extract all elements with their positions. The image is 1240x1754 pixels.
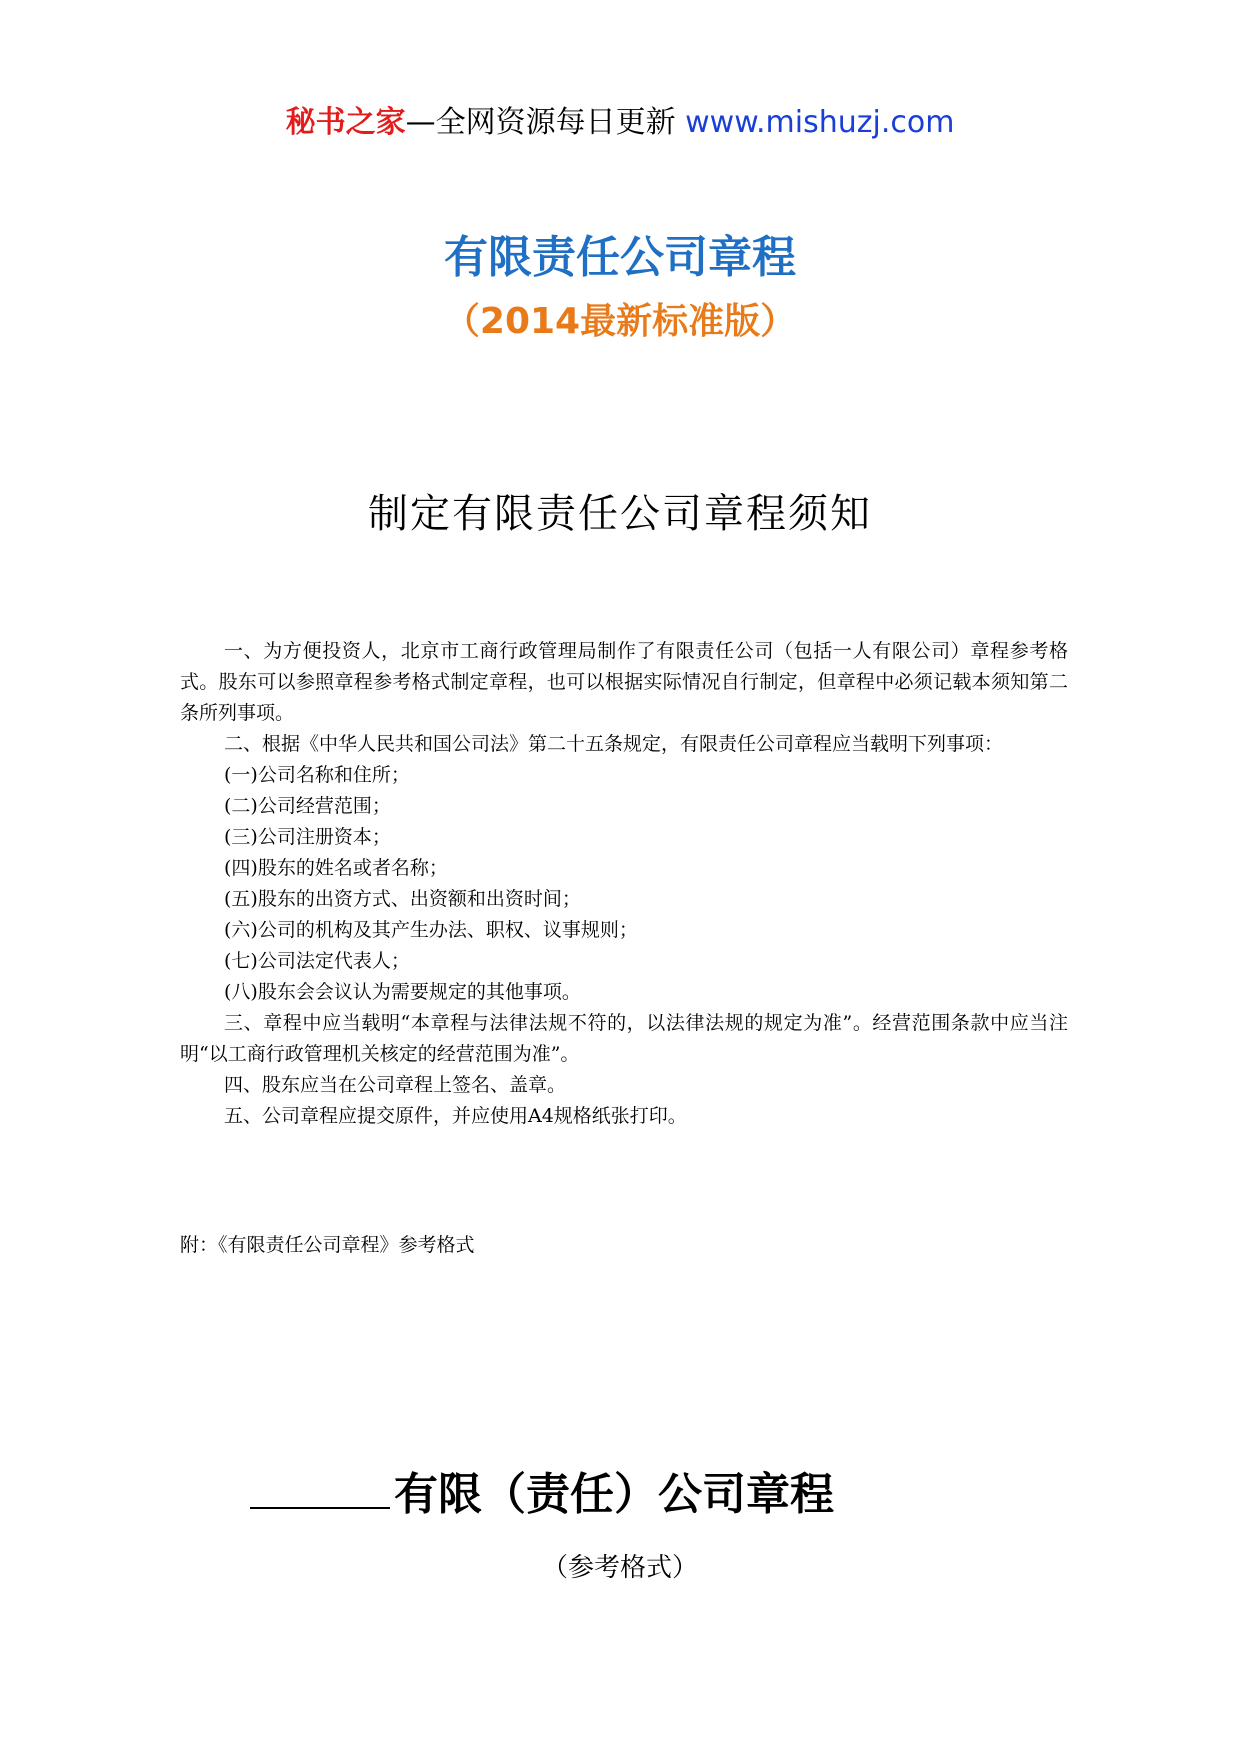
notice-list-item: (八)股东会会议认为需要规定的其他事项。 xyxy=(224,981,581,1003)
notice-list-item: (五)股东的出资方式、出资额和出资时间； xyxy=(224,888,581,910)
charter-title-text: 有限（责任）公司章程 xyxy=(394,1469,834,1520)
notice-list-item: (二)公司经营范围； xyxy=(224,795,391,817)
brand-name: 秘书之家 xyxy=(285,105,406,140)
notice-body xyxy=(180,636,1068,1132)
notice-list-item: (三)公司注册资本； xyxy=(224,826,391,848)
site-header xyxy=(0,98,1240,148)
notice-list-item: (一)公司名称和住所； xyxy=(224,764,410,786)
notice-paragraph-5: 五、公司章程应提交原件，并应使用A4规格纸张打印。 xyxy=(224,1105,687,1127)
charter-title xyxy=(250,1460,950,1530)
header-tagline: —全网资源每日更新 xyxy=(405,105,676,140)
document-subtitle: （2014最新标准版） xyxy=(443,301,797,342)
notice-paragraph-3: 三、章程中应当载明“本章程与法律法规不符的，以法律法规的规定为准”。经营范围条款中应当注明“以工商行政管理机关核定的经营范围为准”。 xyxy=(180,1012,1068,1065)
notice-paragraph-4: 四、股东应当在公司章程上签名、盖章。 xyxy=(224,1074,567,1096)
notice-paragraph-1: 一、为方便投资人，北京市工商行政管理局制作了有限责任公司（包括一人有限公司）章程参考格式。股东可以参照章程参考格式制定章程，也可以根据实际情况自行制定，但章程中必须记载本须知第二条所列事项。 xyxy=(180,640,1068,724)
notice-list-item: (六)公司的机构及其产生办法、职权、议事规则； xyxy=(224,919,638,941)
notice-list-item: (七)公司法定代表人； xyxy=(224,950,410,972)
notice-paragraph-2: 二、根据《中华人民共和国公司法》第二十五条规定，有限责任公司章程应当载明下列事项： xyxy=(224,733,1004,755)
charter-subtitle: （参考格式） xyxy=(541,1553,698,1583)
appendix-note: 附：《有限责任公司章程》参考格式 xyxy=(180,1234,475,1256)
document-title: 有限责任公司章程 xyxy=(444,232,796,283)
site-url-link[interactable]: www.mishuzj.com xyxy=(685,105,955,140)
notice-list-item: (四)股东的姓名或者名称； xyxy=(224,857,448,879)
company-name-blank xyxy=(250,1463,390,1509)
notice-heading: 制定有限责任公司章程须知 xyxy=(368,491,872,537)
